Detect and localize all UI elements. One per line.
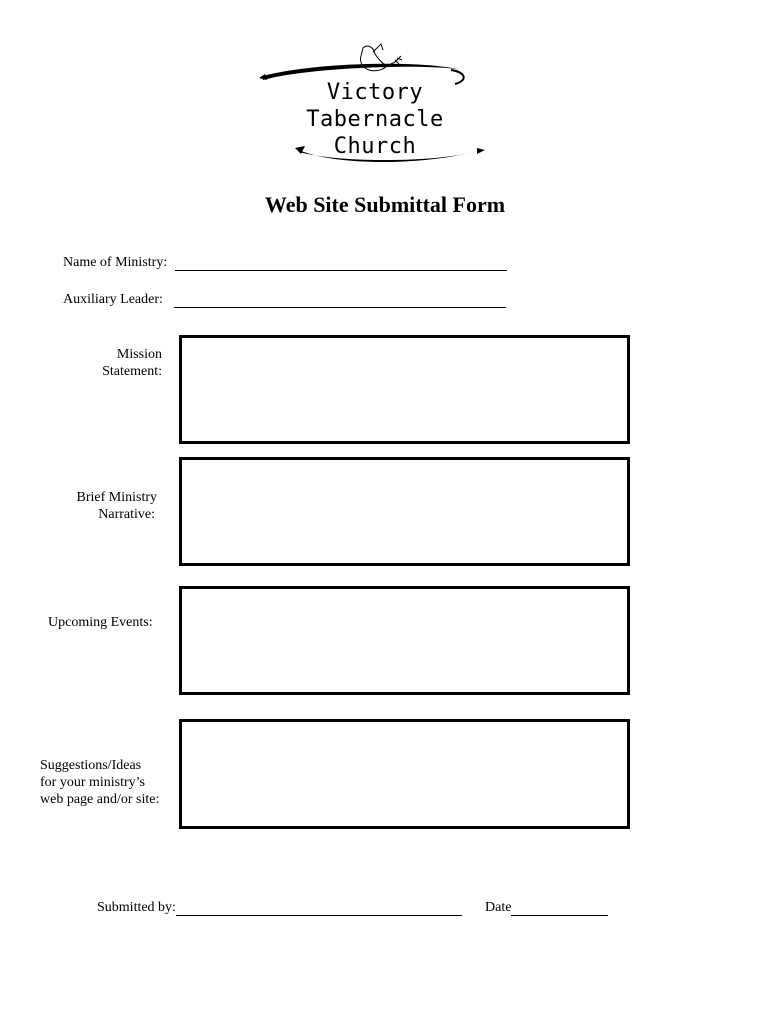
logo-text-victory: Victory — [326, 80, 424, 105]
narrative-label-line1: Brief Ministry — [76, 490, 157, 505]
auxiliary-leader-label: Auxiliary Leader: — [63, 292, 163, 307]
suggestions-label-line1: Suggestions/Ideas — [40, 758, 142, 773]
ministry-narrative-label — [50, 489, 157, 523]
submitted-by-row — [97, 900, 462, 916]
name-of-ministry-row — [63, 255, 507, 271]
name-of-ministry-field[interactable] — [175, 256, 507, 271]
submitted-by-field[interactable] — [176, 901, 462, 916]
suggestions-label-line3: web page and/or site: — [40, 792, 160, 807]
suggestions-label-line2: for your ministry’s — [40, 775, 145, 790]
logo-text-tabernacle: Tabernacle — [306, 107, 444, 132]
top-swoosh — [263, 64, 461, 80]
date-label: Date — [485, 900, 512, 915]
mission-label-line2: Statement: — [102, 364, 162, 379]
church-logo — [255, 40, 495, 170]
date-row — [485, 900, 608, 916]
auxiliary-leader-row — [63, 292, 506, 308]
ministry-narrative-box[interactable] — [179, 457, 630, 566]
upcoming-events-box[interactable] — [179, 586, 630, 695]
submitted-by-label: Submitted by: — [97, 900, 176, 915]
mission-statement-label — [60, 346, 162, 380]
form-title: Web Site Submittal Form — [264, 192, 506, 217]
upcoming-events-label: Upcoming Events: — [48, 615, 153, 630]
date-field[interactable] — [511, 901, 608, 916]
suggestions-box[interactable] — [179, 719, 630, 829]
mission-label-line1: Mission — [116, 347, 162, 362]
suggestions-label — [40, 757, 159, 808]
logo-text-church: Church — [333, 134, 417, 159]
name-of-ministry-label: Name of Ministry: — [63, 255, 168, 270]
auxiliary-leader-field[interactable] — [174, 293, 506, 308]
mission-statement-box[interactable] — [179, 335, 630, 444]
narrative-label-line2: Narrative: — [98, 507, 155, 522]
